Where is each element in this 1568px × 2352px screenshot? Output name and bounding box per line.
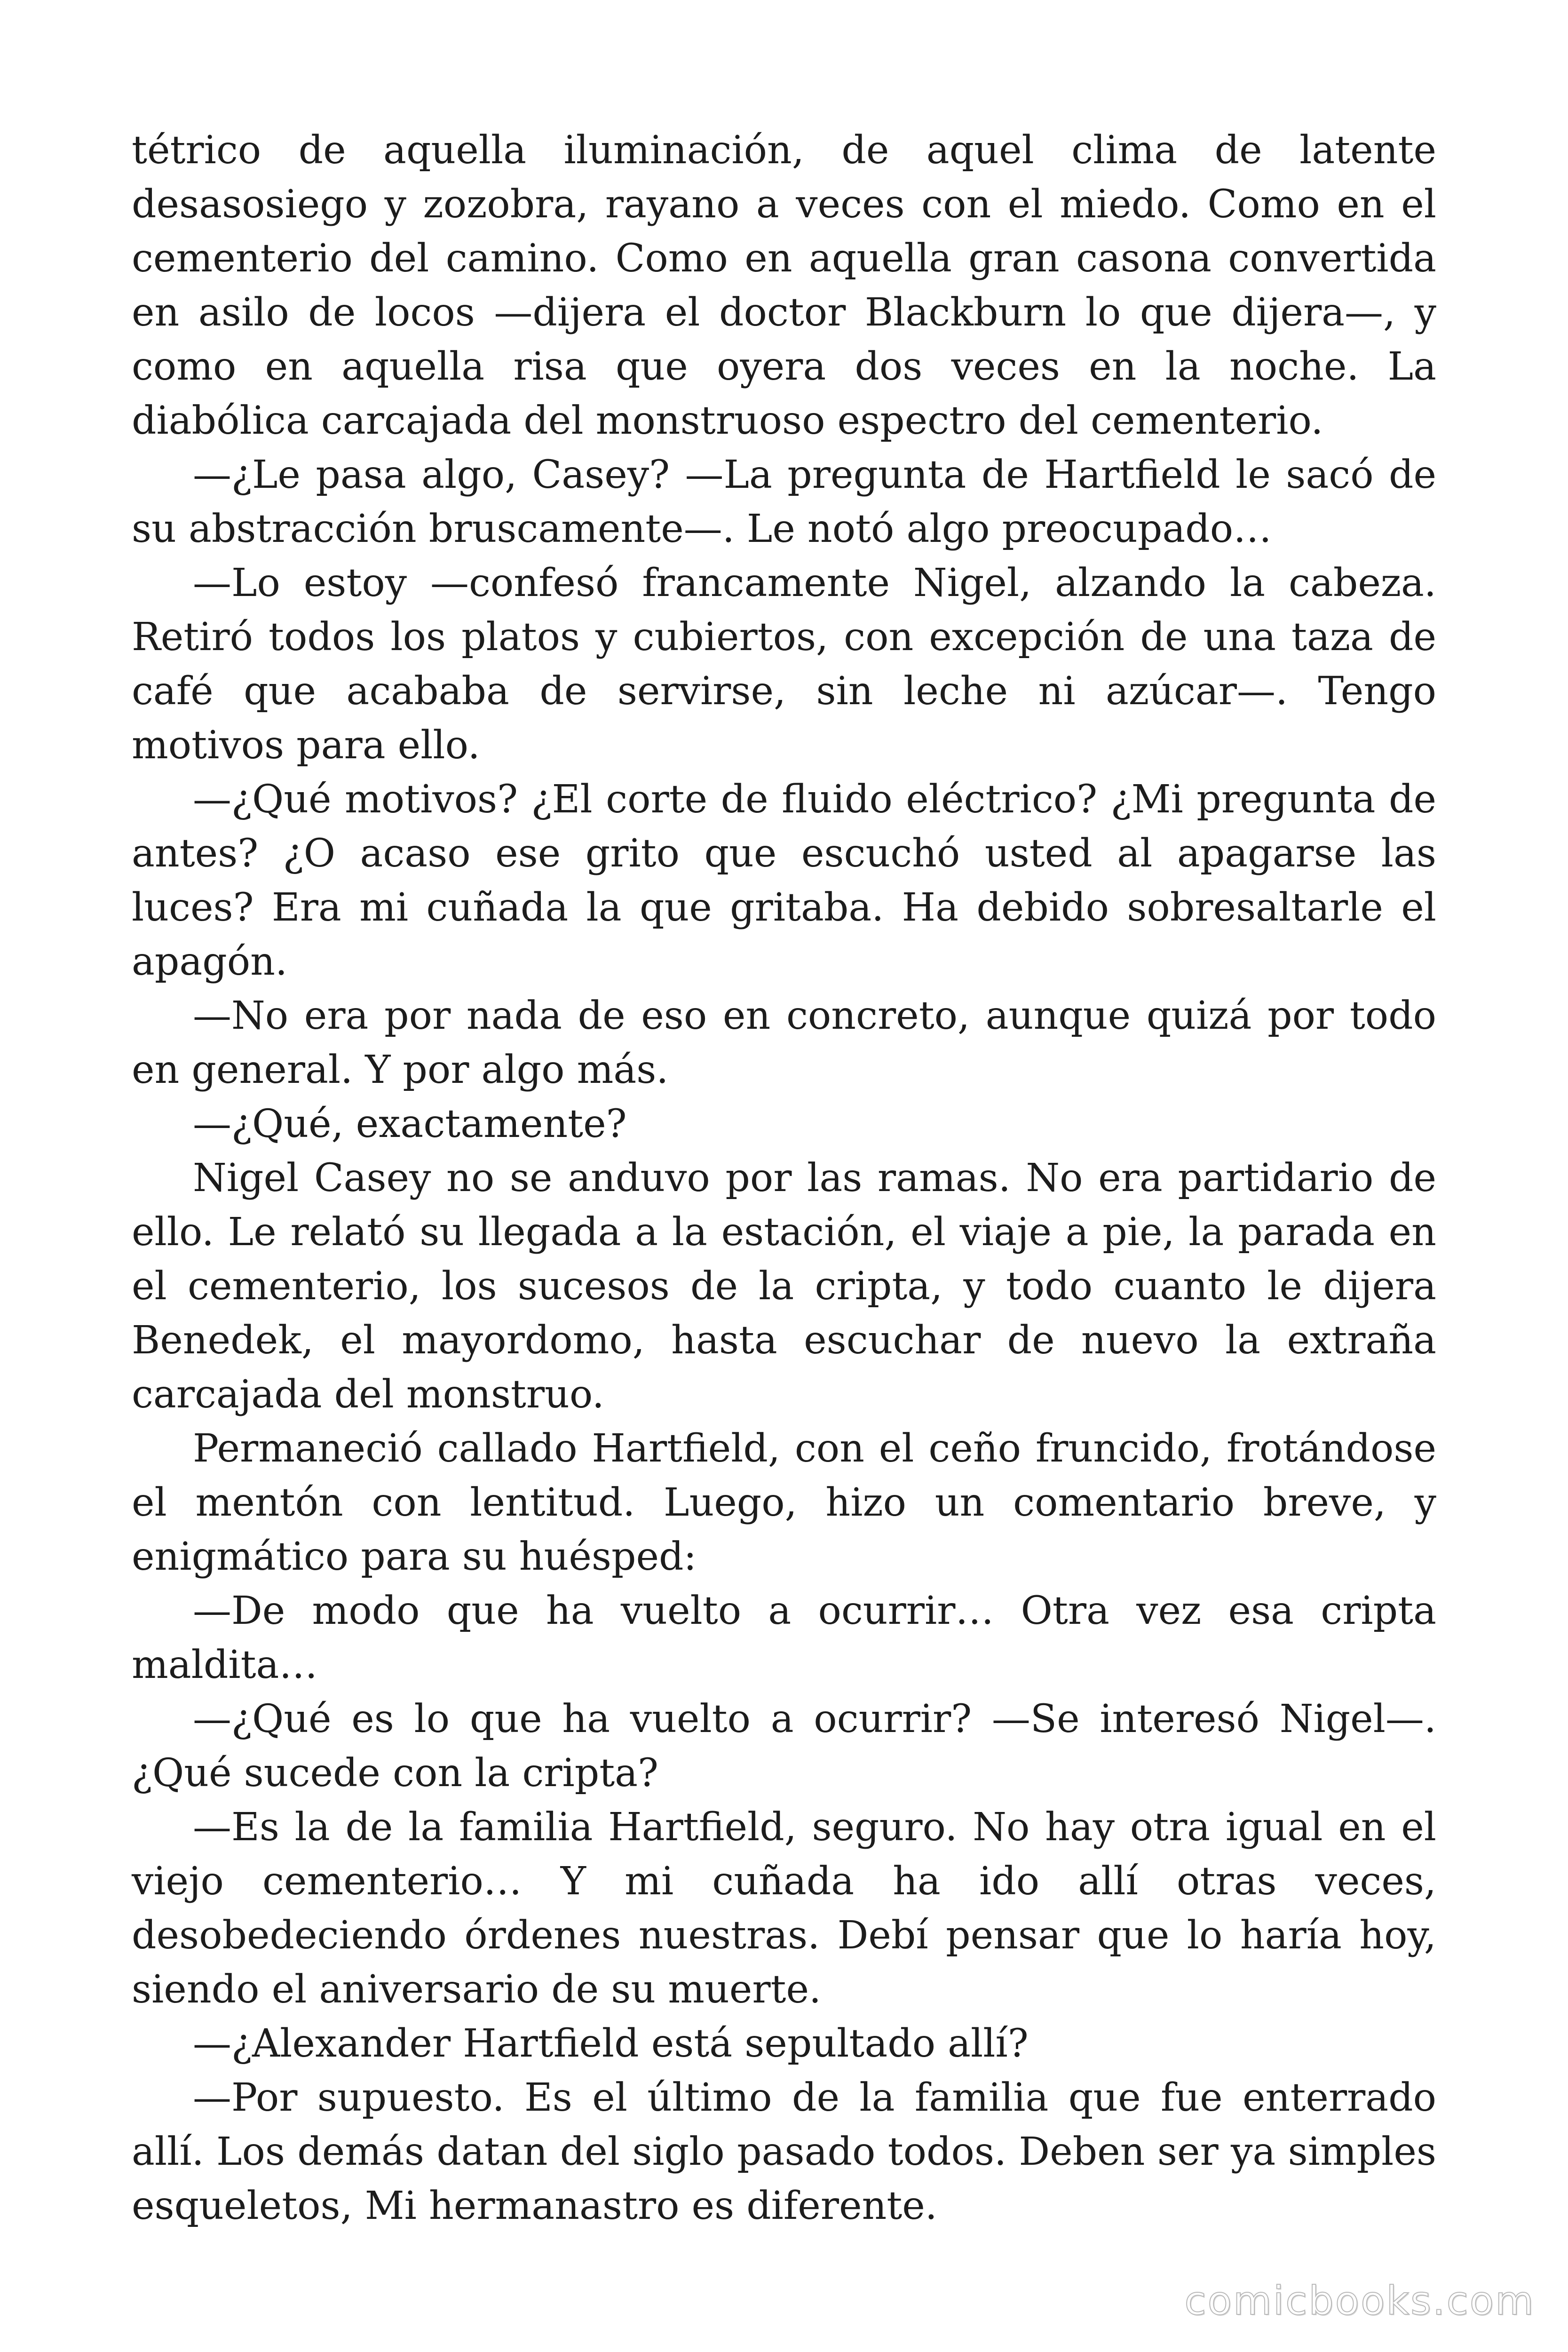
watermark: comicbooks.com (1184, 2278, 1535, 2324)
paragraph: —Lo estoy —confesó francamente Nigel, alzando la cabeza. Retiró todos los platos y cubiertos, con excepción de una taza de café que acababa de servirse, sin leche ni azúcar—. Tengo motivos para ello. (132, 561, 1436, 768)
paragraph: —¿Le pasa algo, Casey? —La pregunta de Hartfield le sacó de su abstracción bruscamente—. Le notó algo preocupado… (132, 453, 1436, 551)
paragraph: —¿Qué es lo que ha vuelto a ocurrir? —Se interesó Nigel—. ¿Qué sucede con la cripta? (132, 1697, 1436, 1796)
paragraph: —No era por nada de eso en concreto, aunque quizá por todo en general. Y por algo más. (132, 993, 1436, 1092)
paragraph: —Es la de la familia Hartfield, seguro. No hay otra igual en el viejo cementerio… Y mi cuñada ha ido allí otras veces, desobedeciendo órdenes nuestras. Debí pensar que lo haría hoy, siendo el aniversario de su muerte. (132, 1805, 1436, 2012)
paragraph: —Por supuesto. Es el último de la familia que fue enterrado allí. Los demás datan del siglo pasado todos. Deben ser ya simples esqueletos, Mi hermanastro es diferente. (132, 2075, 1436, 2228)
paragraph: —¿Qué motivos? ¿El corte de fluido eléctrico? ¿Mi pregunta de antes? ¿O acaso ese grito que escuchó usted al apagarse las luces? Era mi cuñada la que gritaba. Ha debido sobresaltarle el apagón. (132, 777, 1436, 984)
paragraph: —De modo que ha vuelto a ocurrir… Otra vez esa cripta maldita… (132, 1589, 1436, 1687)
paragraph: Permaneció callado Hartfield, con el ceño fruncido, frotándose el mentón con lentitud. Luego, hizo un comentario breve, y enigmático para su huésped: (132, 1426, 1436, 1579)
paragraph: tétrico de aquella iluminación, de aquel clima de latente desasosiego y zozobra, rayano a veces con el miedo. Como en el cementerio del camino. Como en aquella gran casona convertida en asilo de locos —dijera el doctor Blackburn lo que dijera—, y como en aquella risa que oyera dos veces en la noche. La diabólica carcajada del monstruoso espectro del cementerio. (132, 128, 1436, 443)
paragraph: Nigel Casey no se anduvo por las ramas. No era partidario de ello. Le relató su llegada a la estación, el viaje a pie, la parada en el cementerio, los sucesos de la cripta, y todo cuanto le dijera Benedek, el mayordomo, hasta escuchar de nuevo la extraña carcajada del monstruo. (132, 1156, 1436, 1417)
page-text (132, 123, 1436, 2233)
paragraph: —¿Alexander Hartfield está sepultado allí? (193, 2021, 1029, 2066)
paragraph: —¿Qué, exactamente? (193, 1102, 627, 1146)
